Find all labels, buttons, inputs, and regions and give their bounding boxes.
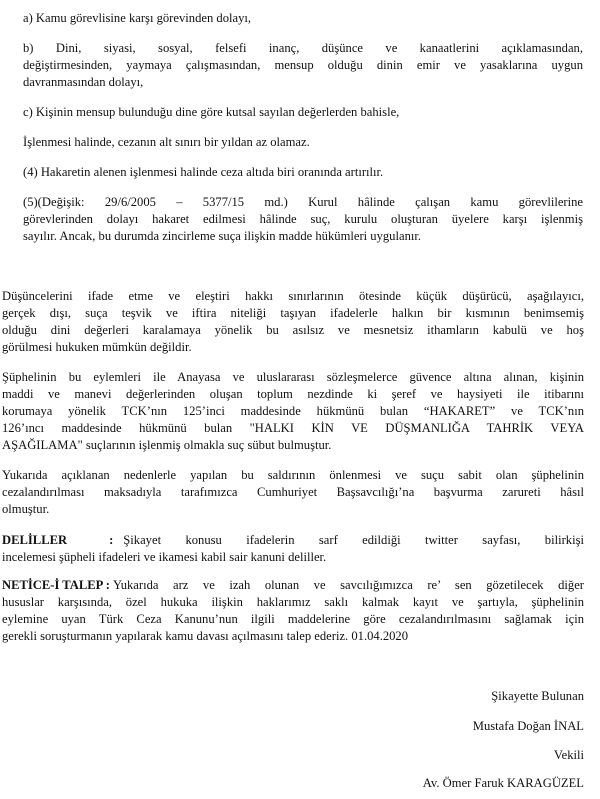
argument-paragraph-3: Yukarıda açıklanan nedenlerle yapılan bu saldırının önlenmesi ve suçu sabit olan şüphelinin cezalandırılması maksadıyla tarafımızca Cumhuriyet Başsavcılığı’na başvurma zarureti hâsıl olmuştur. xyxy=(2,468,584,516)
complainant-name: Mustafa Doğan İNAL xyxy=(472,719,584,733)
evidence-label: DELİLLER xyxy=(2,533,68,547)
statute-paragraph-4: (4) Hakaretin alenen işlenmesi halinde ceza altıda biri oranında artırılır. xyxy=(23,165,384,179)
conclusion-text-line-1: Yukarıda arz ve izah olunan ve savcılığımızca re’ sen gözetilecek diğer xyxy=(113,578,584,592)
statute-item-b: b) Dini, siyasi, sosyal, felsefi inanç, düşünce ve kanaatlerini açıklamasından, değiştirmesinden, yaymaya çalışmasından, mensup olduğu dinin emir ve yasaklarına uygun davranmasından dolayı, xyxy=(23,41,583,89)
statute-item-a: a) Kamu görevlisine karşı görevinden dolayı, xyxy=(23,11,252,25)
argument-paragraph-1: Düşüncelerini ifade etme ve eleştiri hakkı sınırlarının ötesinde küçük düşürücü, aşağılayıcı, gerçek dışı, suça teşvik ve iftira niteliği taşıyan ifadelerle halkın bir kısmının benimsemiş olduğu dini değerleri karalamaya yönelik bu asılsız ve mesnetsiz ithamların kabulü ve hoş görülmesi hukuken mümkün değildir. xyxy=(2,289,584,354)
complainant-title: Şikayette Bulunan xyxy=(491,689,584,703)
statute-paragraph-5: (5)(Değişik: 29/6/2005 – 5377/15 md.) Kurul hâlinde çalışan kamu görevlilerine görevlerinden dolayı hakaret edilmesi hâlinde suç, kurulu oluşturan üyelere karşı işlenmiş sayılır. Ancak, bu durumda zincirleme suça ilişkin madde hükümleri uygulanır. xyxy=(23,195,583,243)
statute-penalty-note: İşlenmesi halinde, cezanın alt sınırı bir yıldan az olamaz. xyxy=(23,135,310,149)
evidence-text-line-1: Şikayet konusu ifadelerin sarf edildiği twitter sayfası, bilirkişi xyxy=(123,533,584,547)
evidence-section xyxy=(2,532,584,566)
statute-item-c: c) Kişinin mensup bulunduğu dine göre kutsal sayılan değerlerden bahisle, xyxy=(23,105,400,119)
proxy-name: Av. Ömer Faruk KARAGÜZEL xyxy=(422,776,584,790)
argument-paragraph-2: Şüphelinin bu eylemleri ile Anayasa ve uluslararası sözleşmelerce güvence altına alınan, kişinin maddi ve manevi değerlerinden oluşan toplum nezdinde ki şeref ve haysiyeti ile itibarını korumaya yönelik TCK’nın 125’inci maddesinde hükmünü bulan “HAKARET” ve TCK’nın 126’ıncı maddesinde hükmünü bulan "HALKI KİN VE DÜŞMANLIĞA TAHRİK VEYA AŞAĞILAMA" suçlarının işlenmiş olmakla suç sübut bulmuştur. xyxy=(2,370,584,452)
evidence-text-line-2: incelemesi şüpheli ifadeleri ve ikamesi kabil sair kanuni deliller. xyxy=(2,550,327,564)
conclusion-section: NETİCE-İ TALEP : Yukarıda arz ve izah olunan ve savcılığımızca re’ sen gözetilecek diğer hususlar karşısında, özel hukuka ilişkin haklarımız saklı kalmak kayıt ve şartıyla, şüphelinin eylemine uyan Türk Ceza Kanunu’nun ilgili maddelerine göre cezalandırılmasını sağlamak için gerekli soruşturmanın yapılarak kamu davası açılmasını talep ederiz. 01.04.2020 xyxy=(2,578,584,643)
proxy-title: Vekili xyxy=(553,748,584,762)
evidence-colon: : xyxy=(109,533,114,547)
conclusion-label: NETİCE-İ TALEP : xyxy=(2,578,111,592)
